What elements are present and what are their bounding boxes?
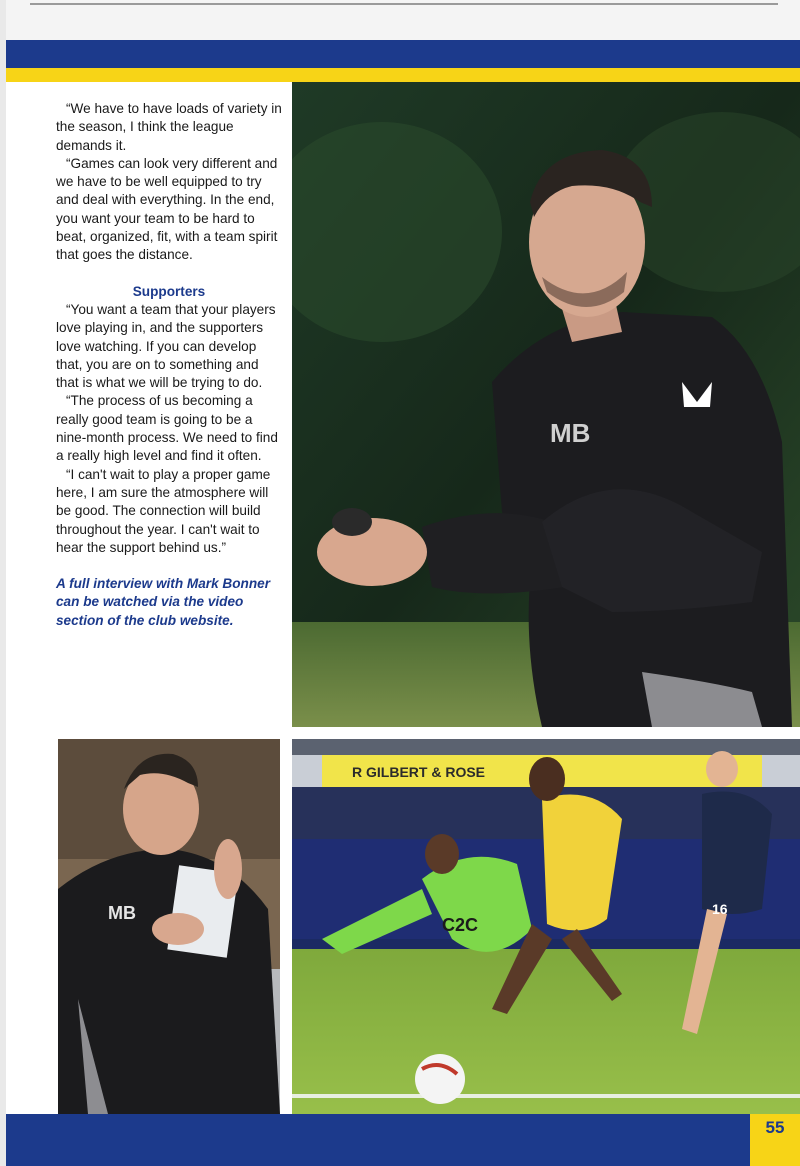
video-promo-text: A full interview with Mark Bonner can be watched via the video section of the club website. <box>56 576 271 628</box>
match-action-photo <box>292 739 800 1114</box>
article-paragraph: “You want a team that your players love playing in, and the supporters love watching. If you can develop that, you are on to something and that is what we will be trying to do. <box>56 301 276 391</box>
manager-clapping-photo <box>58 739 280 1114</box>
article-paragraph: “The process of us becoming a really good team is going to be a nine-month process. We need to find a really high level and find it often. <box>56 393 278 464</box>
header-band-yellow <box>6 68 800 82</box>
top-rule <box>30 3 778 5</box>
shirt-initials: MB <box>550 418 591 448</box>
manager-portrait-photo <box>292 82 800 727</box>
footer-band-blue <box>6 1114 750 1166</box>
keeper-sponsor-text: C2C <box>442 915 479 935</box>
page-number: 55 <box>750 1114 800 1166</box>
advert-board-text: R GILBERT & ROSE <box>352 764 486 780</box>
article-paragraph: “Games can look very different and we have to be well equipped to try and deal with everything. In the end, you want your team to be hard to beat, organized, fit, with a team spirit that goes the distance. <box>56 155 278 263</box>
header-band-blue <box>6 40 800 68</box>
defender-number: 16 <box>712 901 728 917</box>
page-left-edge <box>0 0 6 1166</box>
shirt-initials: MB <box>108 903 136 923</box>
viewer-top-strip <box>0 0 800 40</box>
article-paragraph: “We have to have loads of variety in the season, I think the league demands it. <box>56 101 282 153</box>
article-paragraph: “I can't wait to play a proper game here, I am sure the atmosphere will be good. The connection will build throughout the year. I can't wait to hear the support behind us.” <box>56 466 271 555</box>
article-subheading: Supporters <box>132 283 206 299</box>
article-text-column <box>56 100 282 630</box>
